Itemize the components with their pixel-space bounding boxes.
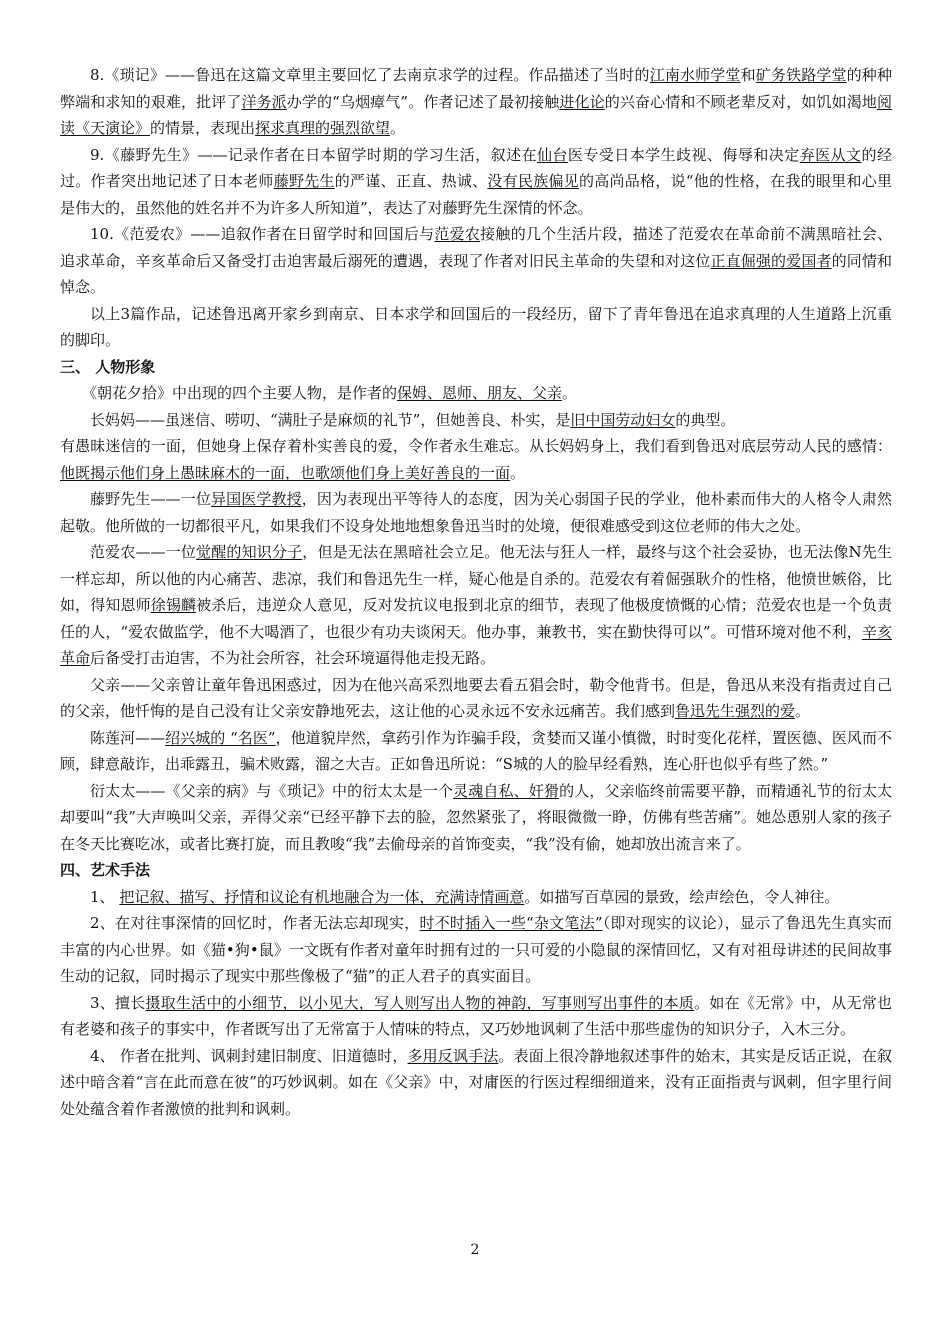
text-run: 。 bbox=[562, 384, 578, 402]
text-run: 。如在《无常》中，从无常也有老婆和孩子的事实中，作者既写出了无常富于人情味的特点，又巧妙地讽刺了生活中那些虚伪的知识分子，入木三分。 bbox=[60, 993, 892, 1038]
text-run: 接触的几个生活片段，描述了范爱农在革命前不满黑暗社会、追求革命，辛亥革命后又备受打击迫害最后溺死的遭遇，表现了作者对旧民主革命的失望和对这位 bbox=[60, 225, 892, 270]
underlined-text: 仙台 bbox=[536, 145, 568, 164]
underlined-text: 摄取生活中的小细节，以小见大，写人则写出人物的神韵，写事则写出事件的本质 bbox=[145, 993, 695, 1012]
paragraph bbox=[60, 486, 892, 539]
paragraph bbox=[60, 539, 892, 672]
text-run: 衍太太——《父亲的病》与《琐记》中的衍太太是一个 bbox=[90, 781, 454, 800]
paragraph bbox=[60, 301, 892, 354]
underlined-text: 探求真理的强烈欲望 bbox=[255, 119, 391, 137]
underlined-text: 旧中国劳动妇女 bbox=[570, 410, 676, 429]
paragraph bbox=[60, 910, 892, 990]
text-run: 4、 作者在批判、讽刺封建旧制度、旧道德时， bbox=[90, 1046, 408, 1065]
paragraph bbox=[60, 62, 892, 142]
underlined-text: 阅读《天演论》 bbox=[60, 92, 892, 137]
paragraph bbox=[60, 884, 892, 911]
underlined-text: 没有民族偏见 bbox=[487, 172, 580, 190]
paragraph bbox=[60, 380, 892, 407]
underlined-text: 徐锡麟 bbox=[150, 596, 197, 614]
text-run: 。 bbox=[795, 702, 811, 720]
document-body bbox=[60, 62, 892, 1122]
text-run: 的兴奋心情和不顾老辈反对，如饥如渴地 bbox=[604, 92, 877, 111]
text-run: 的典型。 bbox=[675, 410, 736, 429]
text-run: 。 bbox=[390, 119, 406, 137]
underlined-text: 绍兴城的 “名医” bbox=[165, 728, 276, 747]
text-run: 医专受日本学生歧视、侮辱和决定 bbox=[567, 145, 800, 164]
text-run: 2、在对往事深情的回忆时，作者无法忘却现实， bbox=[90, 914, 420, 932]
text-run: 藤野先生——一位 bbox=[90, 490, 211, 508]
text-run: 3、擅长 bbox=[90, 993, 146, 1012]
underlined-text: 觉醒的知识分子 bbox=[196, 543, 303, 561]
text-run: 三、 人物形象 bbox=[60, 357, 156, 376]
text-run: 四、艺术手法 bbox=[60, 861, 151, 879]
text-run: 。如描写百草园的景致，绘声绘色，令人神往。 bbox=[524, 887, 840, 906]
paragraph bbox=[60, 990, 892, 1043]
text-run: 10.《范爱农》——追叙作者在日留学时和回国后与 bbox=[90, 225, 435, 243]
text-run: ，因为表现出平等待人的态度，因为关心弱国子民的学业，他朴素而伟大的人格令人肃然起敬。他所做的一切都很平凡，如果我们不设身处地地想象鲁迅当时的处境，便很难感受到这位老师的伟大之处。 bbox=[60, 490, 892, 535]
underlined-text: 藤野先生 bbox=[273, 172, 335, 190]
text-run: 被杀后，违逆众人意见，反对发抗议电报到北京的细节，表现了他极度愤慨的心情；范爱农也是一个负责任的人，“爱农做监学，他不大喝酒了，也很少有功夫谈闲天。他办事，兼教书，实在勤快得可以”。可惜环境对他不利， bbox=[60, 596, 892, 641]
text-run: 的人，父亲临终前需要平静，而精通礼节的衍太太却要叫“我”大声唤叫父亲，弄得父亲“已经平静下去的脸，忽然紧张了，将眼微微一睁，仿佛有些苦痛”。她怂恿别人家的孩子在冬天比赛吃冰，或者比赛打旋，而且教唆“我”去偷母亲的首饰变卖，“我”没有偷，她却放出流言来了。 bbox=[60, 781, 892, 853]
paragraph bbox=[60, 407, 892, 434]
text-run: 和 bbox=[740, 66, 756, 84]
text-run: ，但是无法在黑暗社会立足。他无法与狂人一样，最终与这个社会妥协，也无法像N先生一样忘却，所以他的内心痛苦、悲凉，我们和鲁迅先生一样，疑心他是自杀的。范爱农有着倔强耿介的性格，他愤世嫉俗，比如，得知恩师 bbox=[60, 543, 892, 614]
underlined-text: 异国医学教授 bbox=[210, 490, 302, 508]
underlined-text: 矿务铁路学堂 bbox=[755, 66, 847, 84]
underlined-text: 保姆、恩师、朋友、父亲 bbox=[397, 384, 563, 402]
underlined-text: 把记叙、描写、抒情和议论有机地融合为一体，充满诗情画意 bbox=[119, 887, 525, 906]
text-run: 的种种弊端和求知的艰难，批评了 bbox=[60, 66, 892, 111]
text-run: 父亲——父亲曾让童年鲁迅困惑过，因为在他兴高采烈地要去看五猖会时，勒令他背书。但是，鲁迅从来没有指责过自己的父亲，他忏悔的是自己没有让父亲安静地死去，这让他的心灵永远不安永远痛苦。我们感到 bbox=[60, 675, 892, 720]
underlined-text: 鲁迅先生强烈的爱 bbox=[675, 702, 796, 720]
text-run: 1、 bbox=[90, 887, 120, 906]
section-heading bbox=[60, 857, 892, 884]
underlined-text: 多用反讽手法 bbox=[407, 1046, 499, 1065]
underlined-text: 范爱农 bbox=[434, 225, 481, 243]
text-run: 的同情和悼念。 bbox=[60, 251, 892, 296]
paragraph bbox=[60, 778, 892, 858]
text-run: 以上3篇作品，记述鲁迅离开家乡到南京、日本求学和回国后的一段经历，留下了青年鲁迅在追求真理的人生道路上沉重的脚印。 bbox=[60, 304, 892, 349]
text-run: 的严谨、正直、热诚、 bbox=[334, 172, 488, 190]
text-run: 有愚昧迷信的一面，但她身上保存着朴实善良的爱，令作者永生难忘。从长妈妈身上，我们看到鲁迅对底层劳动人民的感情： bbox=[60, 437, 892, 455]
underlined-text: 灵魂自私、奸猾 bbox=[453, 781, 560, 800]
paragraph bbox=[60, 221, 892, 301]
paragraph bbox=[60, 672, 892, 725]
underlined-text: 他既揭示他们身上愚昧麻木的一面，也歌颂他们身上美好善良的一面 bbox=[60, 463, 511, 482]
text-run: 的经过。作者突出地记述了日本老师 bbox=[60, 145, 892, 190]
page-number: 2 bbox=[470, 1242, 480, 1258]
underlined-text: 进化论 bbox=[559, 92, 605, 111]
section-heading bbox=[60, 354, 892, 381]
paragraph bbox=[60, 433, 892, 486]
text-run: 8.《琐记》——鲁迅在这篇文章里主要回忆了去南京求学的过程。作品描述了当时的 bbox=[90, 66, 650, 84]
underlined-text: 洋务派 bbox=[241, 92, 287, 111]
text-run: 《朝花夕拾》中出现的四个主要人物，是作者的 bbox=[82, 384, 398, 402]
paragraph bbox=[60, 725, 892, 778]
text-run: 。表面上很冷静地叙述事件的始末，其实是反话正说，在叙述中暗含着“言在此而意在彼”的巧妙讽刺。如在《父亲》中，对庸医的行医过程细细道来，没有正面指责与讽刺，但字里行间处处蕴含着作者激愤的批判和讽刺。 bbox=[60, 1046, 892, 1118]
text-run: 长妈妈——虽迷信、唠叨、“满肚子是麻烦的礼节”，但她善良、朴实，是 bbox=[90, 410, 571, 429]
text-run: 办学的“乌烟瘴气”。作者记述了最初接触 bbox=[286, 92, 560, 111]
paragraph bbox=[60, 1043, 892, 1123]
underlined-text: 江南水师学堂 bbox=[649, 66, 741, 84]
text-run: 。 bbox=[510, 463, 526, 482]
underlined-text: 时不时插入一些“杂文笔法” bbox=[419, 914, 603, 932]
underlined-text: 弃医从文 bbox=[799, 145, 862, 164]
text-run: 9.《藤野先生》——记录作者在日本留学时期的学习生活，叙述在 bbox=[90, 145, 537, 164]
text-run: 的高尚品格，说“他的性格，在我的眼里和心里是伟大的，虽然他的姓名并不为许多人所知道”，表达了对藤野先生深情的怀念。 bbox=[60, 172, 892, 217]
text-run: ，他道貌岸然，拿药引作为诈骗手段，贪婪而又谨小慎微，时时变化花样，置医德、医风而不顾，肆意敲诈，出乖露丑，骗术败露，溜之大吉。正如鲁迅所说：“S城的人的脸早经看熟，连心肝也似乎有些了然。” bbox=[60, 728, 892, 773]
text-run: 的情景，表现出 bbox=[150, 119, 256, 137]
text-run: （即对现实的议论），显示了鲁迅先生真实而丰富的内心世界。如《猫•狗•鼠》一文既有作者对童年时拥有过的一只可爱的小隐鼠的深情回忆，又有对祖母讲述的民间故事生动的记叙，同时揭示了现实中那些像极了“猫”的正人君子的真实面目。 bbox=[60, 914, 892, 985]
text-run: 后备受打击迫害，不为社会所容，社会环境逼得他走投无路。 bbox=[90, 649, 496, 667]
text-run: 范爱农——一位 bbox=[90, 543, 197, 561]
text-run: 陈莲河—— bbox=[90, 728, 166, 747]
underlined-text: 辛亥革命 bbox=[60, 622, 892, 667]
paragraph bbox=[60, 142, 892, 222]
underlined-text: 正直倔强的爱国者 bbox=[710, 251, 832, 270]
